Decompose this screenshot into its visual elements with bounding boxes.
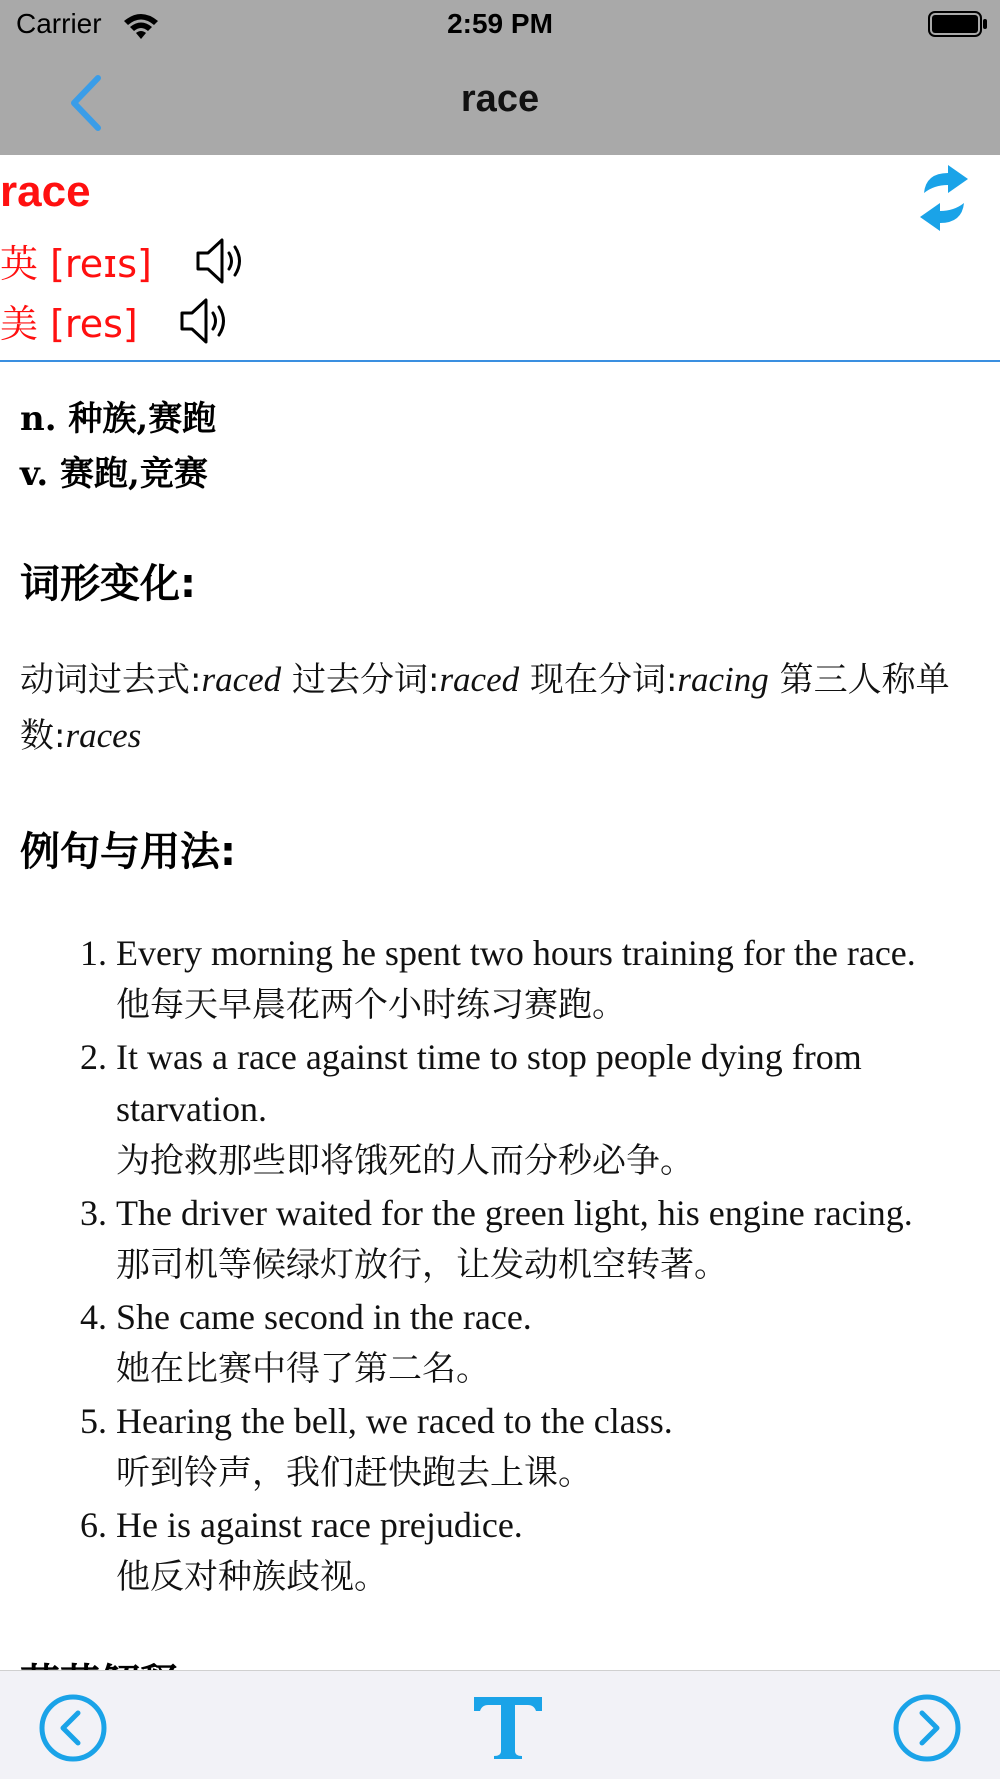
present-participle-label: 现在分词: — [519, 660, 678, 700]
headword: race — [0, 167, 91, 216]
present-participle-form: racing — [677, 660, 769, 699]
text-size-icon[interactable] — [470, 1693, 546, 1763]
navigation-bar — [0, 52, 1000, 155]
refresh-icon[interactable] — [914, 163, 974, 233]
word-forms-title: 词形变化: — [20, 561, 196, 607]
word-header — [0, 155, 1000, 362]
us-pronunciation: 美 [res] — [0, 302, 138, 346]
list-item — [116, 1031, 990, 1187]
example-english: 3. The driver waited for the green light, his engine racing. — [116, 1193, 913, 1233]
example-chinese: 他每天早晨花两个小时练习赛跑。 — [116, 985, 626, 1025]
examples-title: 例句与用法: — [20, 829, 236, 875]
example-english: 4. She came second in the race. — [116, 1297, 532, 1337]
example-english: 2. It was a race against time to stop people dying from starvation. — [116, 1037, 862, 1129]
list-item — [116, 1499, 990, 1603]
example-english: 1. Every morning he spent two hours training for the race. — [116, 933, 916, 973]
third-person-label: 第三人称单数: — [20, 660, 950, 756]
word-forms — [20, 652, 985, 764]
previous-icon[interactable] — [38, 1693, 108, 1763]
uk-pronunciation: 英 [reɪs] — [0, 242, 152, 286]
definition-noun: n. 种族,赛跑 — [20, 399, 217, 439]
past-participle-form: raced — [439, 660, 520, 699]
example-english: 6. He is against race prejudice. — [116, 1505, 523, 1545]
carrier-label: Carrier — [16, 8, 102, 39]
battery-icon — [928, 11, 988, 37]
definition-content[interactable] — [0, 362, 1000, 1670]
third-person-form: races — [65, 716, 142, 755]
page-title: race — [460, 78, 540, 120]
example-chinese: 他反对种族歧视。 — [116, 1557, 388, 1597]
definitions — [20, 392, 216, 502]
example-english: 5. Hearing the bell, we raced to the class. — [116, 1401, 673, 1441]
example-chinese: 听到铃声，我们赶快跑去上课。 — [116, 1453, 592, 1493]
speaker-icon[interactable] — [178, 295, 234, 347]
example-list — [0, 927, 990, 1603]
example-chinese: 那司机等候绿灯放行，让发动机空转著。 — [116, 1245, 728, 1285]
past-participle-label: 过去分词: — [281, 660, 440, 700]
past-label: 动词过去式: — [20, 660, 202, 700]
list-item — [116, 927, 990, 1031]
list-item — [116, 1291, 990, 1395]
definition-verb: v. 赛跑,竞赛 — [20, 454, 208, 494]
example-chinese: 她在比赛中得了第二名。 — [116, 1349, 490, 1389]
past-form: raced — [201, 660, 282, 699]
next-icon[interactable] — [892, 1693, 962, 1763]
list-item — [116, 1395, 990, 1499]
list-item — [116, 1187, 990, 1291]
status-bar — [0, 0, 1000, 52]
example-chinese: 为抢救那些即将饿死的人而分秒必争。 — [116, 1141, 694, 1181]
speaker-icon[interactable] — [194, 235, 250, 287]
clock: 2:59 PM — [447, 8, 553, 39]
bottom-toolbar — [0, 1670, 1000, 1779]
